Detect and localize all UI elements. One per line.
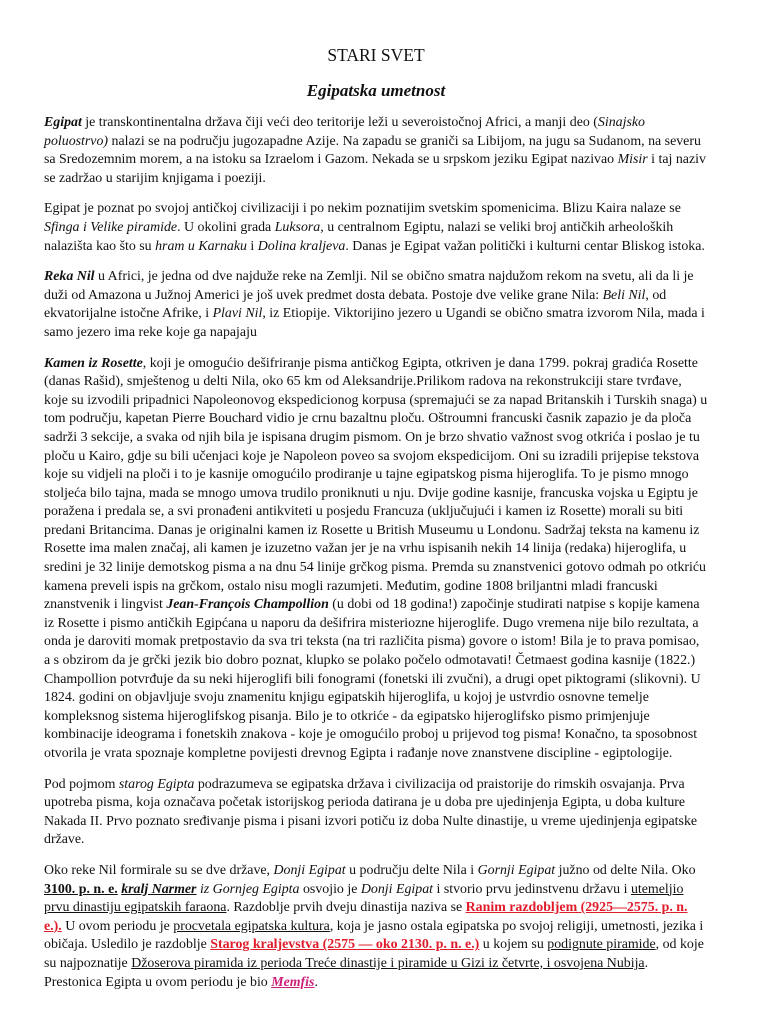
text-run: u Africi, je jedna od dve najduže reke na Zemlji. Nil se obično smatra najdužom rekom na svetu, ali da li je duži od Amazona u Južnoj Americi je još uvek predmet dosta debata. Postoje dve velike grane Nila: <box>44 269 694 303</box>
text-run: osvojio je <box>299 881 361 897</box>
italic-term: Dolina kraljeva <box>257 238 346 254</box>
paragraph-egipat <box>44 114 708 188</box>
paragraph-kamen-iz-rosette <box>44 355 708 764</box>
bold-date-link[interactable]: 3100. p. n. e. <box>44 881 118 897</box>
bold-italic-link[interactable]: kralj Narmer <box>121 881 197 897</box>
memfis-link[interactable]: Memfis <box>271 974 315 990</box>
text-run: u kojem su <box>479 937 548 953</box>
text-run: i <box>246 238 258 254</box>
page-title: STARI SVET <box>327 45 425 65</box>
text-run: , koja je jasno ostala egipatska po svojoj religiji, umetnosti, jezika i običaja. Usledilo je razdoblje <box>44 918 704 953</box>
text-run: i taj naziv se zadržao u starijim knjigama i poeziji. <box>44 152 706 186</box>
lead-term: Reka Nil <box>44 269 95 285</box>
italic-term: hram u Karnaku <box>155 238 247 254</box>
text-run: . U okolini grada <box>177 219 275 235</box>
paragraph-drzave <box>44 862 708 992</box>
underlined-link[interactable]: Džoserova piramida iz perioda Treće dinastije i piramide u Gizi iz četvrte, i osvojena Nubija <box>131 955 645 971</box>
text-run: Oko reke Nil formirale su se dve države, <box>44 862 274 878</box>
text-run: , od koje su najpoznatije <box>44 937 704 971</box>
underlined-link[interactable]: procvetala egipatska kultura <box>173 918 330 934</box>
red-period-link[interactable]: Ranim razdobljem (2925—2575. p. n. e.). <box>44 900 688 934</box>
text-run: , u centralnom Egiptu, nalazi se veliki broj antičkih arheoloških nalazišta kao što su <box>44 219 674 254</box>
text-run: je transkontinentalna država čiji veći deo teritorije leži u severoistočnoj Africi, a manji deo ( <box>81 115 598 130</box>
red-period-link[interactable]: Starog kraljevstva (2575 — oko 2130. p. n. e.) <box>210 937 480 953</box>
italic-term: Plavi Nil <box>212 306 263 322</box>
underlined-link[interactable]: podignute piramide <box>547 937 656 953</box>
italic-term: Sinajsko poluostrvo) <box>44 115 645 149</box>
text-run: Egipat je poznat po svojoj antičkoj civilizaciji i po nekim poznatijim svetskim spomenicima. Blizu Kaira nalaze se <box>44 201 681 217</box>
section-subtitle: Egipatska umetnost <box>306 81 446 100</box>
text-run: u području delte Nila i <box>345 862 478 878</box>
text-run: i stvorio prvu jedinstvenu državu i <box>433 881 631 897</box>
italic-term: Donji Egipat <box>273 862 346 878</box>
italic-term: starog Egipta <box>118 776 195 792</box>
text-run: , iz Etiopije. Viktorijino jezero u Ugandi se obično smatra izvorom Nila, mada i samo jezero ima reke koje ga napajaju <box>44 306 705 340</box>
text-run: , koji je omogućio dešifriranje pisma antičkog Egipta, otkriven je dana 1799. pokraj gradića Rosette (danas Rašid), smještenog u delti Nila, oko 65 km od Aleksandrije.Prilikom radova na rekonstrukciji stare tvrđave, koje su izvodili pripadnici Napoleonovog ekspedicionog korpusa (spremajući se za napad Britanskih i Turskih snaga) u tom području, kapetan Pierre Bouchard vidio je crnu bazaltnu ploču. Oštroumni francuski časnik zapazio je da ploča sadrži 3 sekcije, a svaka od njih bila je ispisana drugim pismom. On je brzo shvatio važnost svog otkrića i poslao je tu ploču u Kairo, gdje su bili učenjaci koje je Napoleon poveo sa svojom ekspedicijom. Oni su izradili prijepise tekstova koje su vidjeli na ploči i to je kasnije omogućilo prodiranje u tajne egipatskog pisma hijeroglifa. To je pismo mnogo stoljeća bilo tajna, mada se mnogo umova trudilo proniknuti u nju. Dvije godine kasnije, francuska vojska u Egiptu je poražena i predala se, a svi pronađeni antikviteti u posjedu Francuza (uključujući i kamen iz Rosette) morali su biti predani Britancima. Danas je originalni kamen iz Rosette u British Museumu u Londonu. Sadržaj teksta na kamenu iz Rosette ima malen značaj, ali kamen je izuzetno važan jer je na vrhu ispisanih nekih 14 linija (redaka) hijeroglifa, u sredini je 32 linije demotskog pisma a na dnu 54 linije grčkog pisma. Premda su znanstvenici gotovo odmah po otkriću kamena preveli ispis na grčkom, ostalo nisu mogli razumjeti. Međutim, godine 1808 briljantni mladi francuski znanstvenik i lingvist <box>44 355 708 613</box>
text-run: . Prestonica Egipta u ovom periodu je bio <box>44 955 649 990</box>
lead-term: Kamen iz Rosette <box>44 355 143 371</box>
text-run: Pod pojmom <box>44 776 119 792</box>
paragraph-stari-egipat <box>44 776 708 850</box>
text-run: (u dobi od 18 godina!) započinje studirati natpise s kopije kamena iz Rosette i pismo antičkih Egipćana u naporu da dešifrira misteriozne hijeroglife. Dugo vremena nije bilo rezultata, a onda je daroviti momak pretpostavio da sva tri teksta (na tri različita pisma) govore o istom! Bila je to prava pomisao, a s obzirom da je grčki jezik bio dobro poznat, klupko se polako počelo odmotavati! Četmaest godina kasnije (1822.) Champollion potvrđuje da su neki hijeroglifi bili fonogrami (fonetski ili zvučni), a drugi opet piktogrami (slikovni). U 1824. godini on objavljuje svoju znamenitu knjigu egipatskih hijeroglifa, u kojoj je ustvrdio osnovne temelje kompleksnog sistema hijeroglifskog pisanja. Bilo je to otkriće - da egipatsko hijeroglifsko pismo primjenjuje kombinacije ideograma i fonetskih znakova - koje je omogućilo proboj u prijevod tog pisma! Konačno, ta sposobnost otvorila je vrata spoznaje kompletne povijesti drevnog Egipta i rađanje nove znanstvene discipline - egiptologije. <box>44 597 701 761</box>
italic-term: Donji Egipat <box>360 881 434 897</box>
text-run: . Danas je Egipat važan politički i kulturni centar Bliskog istoka. <box>345 238 705 254</box>
italic-term: Beli Nil <box>602 287 646 303</box>
italic-term: Gornji Egipat <box>477 862 556 878</box>
text-run: , od ekvatorijalne istočne Afrike, i <box>44 287 667 322</box>
paragraph-reka-nil <box>44 268 708 342</box>
text-run: južno od delte Nila. Oko <box>555 862 696 878</box>
text-run: . Razdoblje prvih dveju dinastija naziva se <box>226 900 466 916</box>
italic-term: Misir <box>617 152 648 168</box>
italic-term: Luksora <box>274 219 321 235</box>
paragraph-spomenici <box>44 200 708 256</box>
text-run: U ovom periodu je <box>61 918 174 934</box>
text-run: . <box>314 974 318 990</box>
lead-term: Egipat <box>44 115 82 130</box>
text-run: nalazi se na području jugozapadne Azije. Na zapadu se graniči sa Libijom, na jugu sa Sudanom, na severu sa Sredozemnim morem, a na istoku sa Izraelom i Gazom. Nekada se u srpskom jeziku Egipat nazivao <box>44 133 701 168</box>
italic-term: iz Gornjeg Egipta <box>199 881 300 897</box>
text-run: podrazumeva se egipatska država i civilizacija od praistorije do rimskih osvajanja. Prva upotreba pisma, koja označava početak istorijskog perioda datirana je u doba pre ujedinjenja Egipta, u doba kulture Nakada II. Prvo poznato sređivanje pisma i pisani izvori potiču iz doba Nulte dinastije, u vreme ujedinjenja egipatske države. <box>44 776 698 848</box>
underlined-link[interactable]: utemeljio prvu dinastiju egipatskih faraona <box>44 881 684 916</box>
bold-italic-name: Jean-François Champollion <box>166 597 329 613</box>
italic-term: Sfinga i Velike piramide <box>44 219 178 235</box>
